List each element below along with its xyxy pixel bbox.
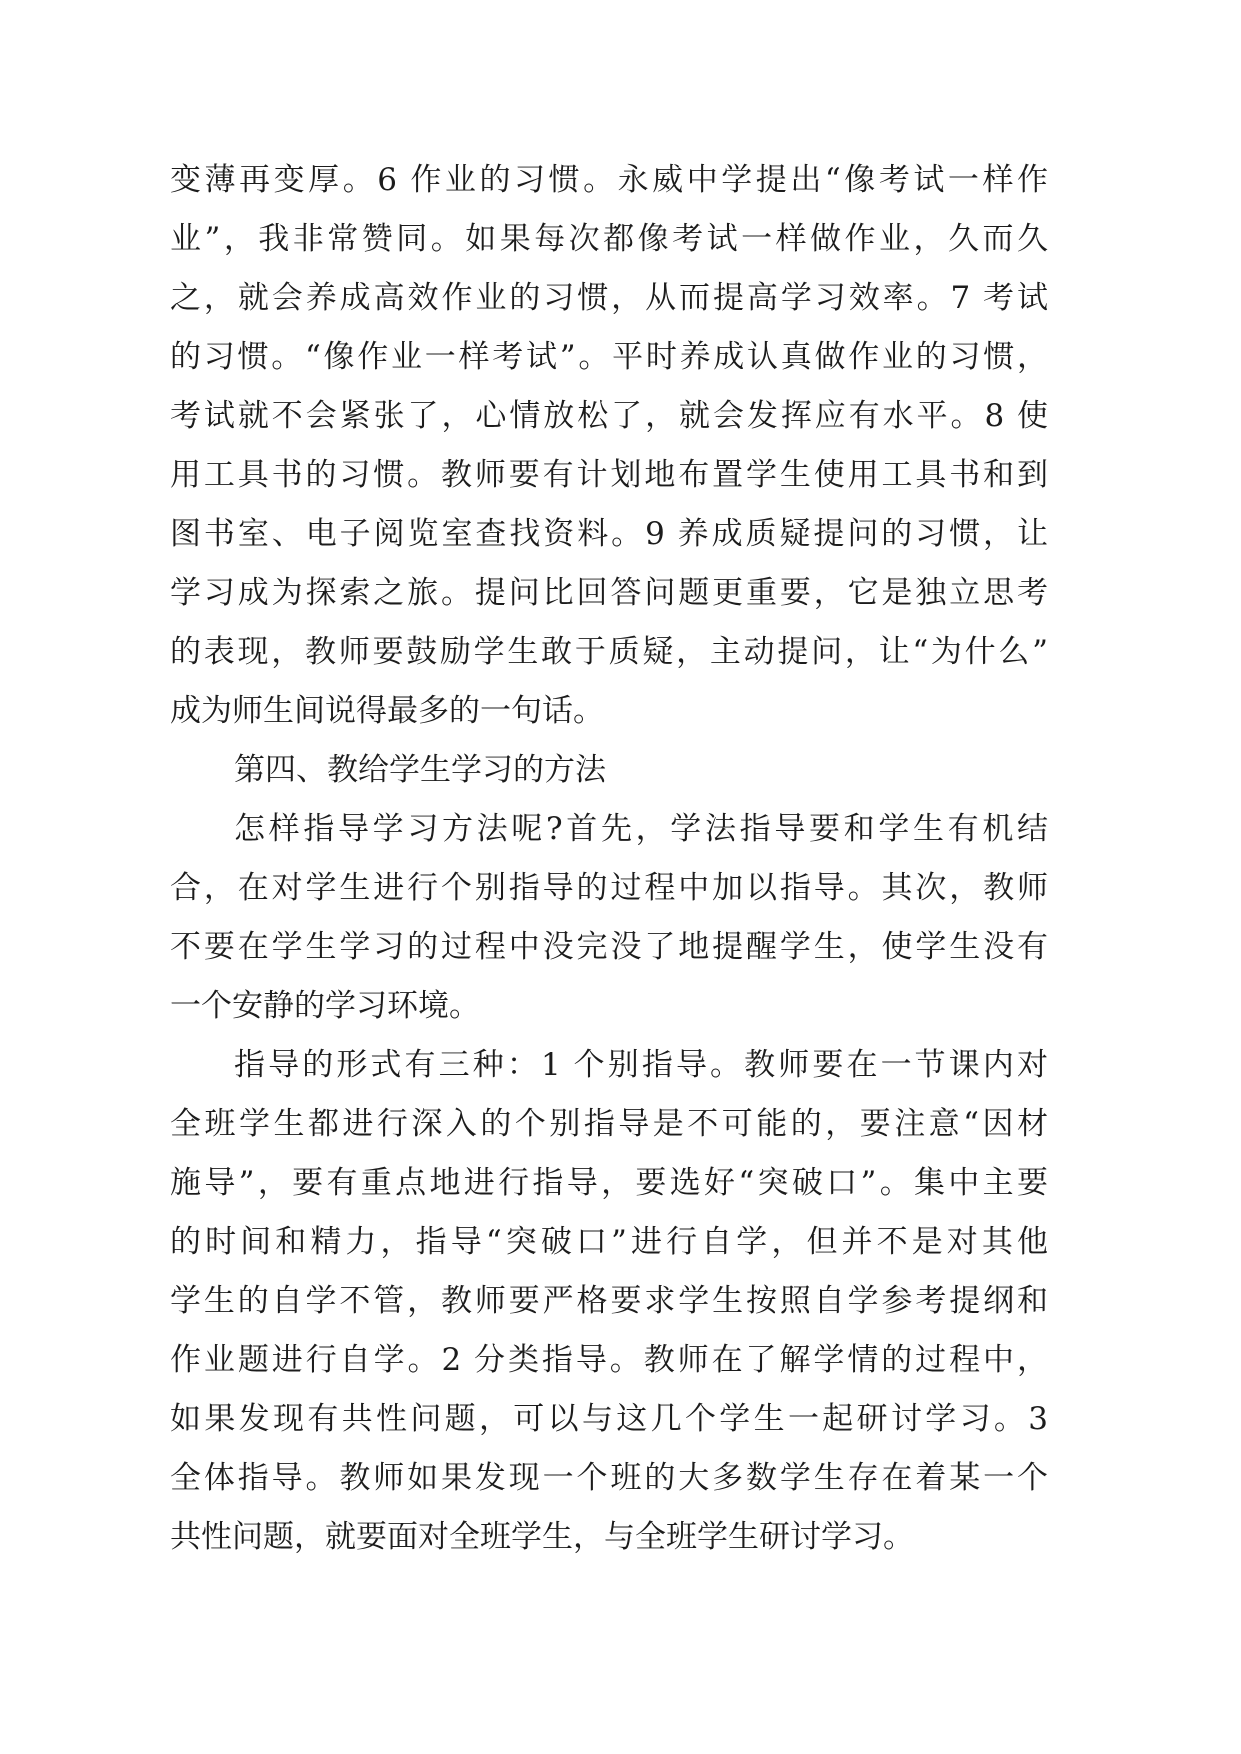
text-line: 图书室、电子阅览室查找资料。9 养成质疑提问的习惯，让 [170, 516, 1048, 552]
section-heading-text: 第四、教给学生学习的方法 [234, 752, 606, 788]
text-line: 合，在对学生进行个别指导的过程中加以指导。其次，教师 [170, 870, 1048, 906]
paragraph [170, 151, 1048, 741]
text-line: 怎样指导学习方法呢?首先，学法指导要和学生有机结 [234, 811, 1048, 847]
text-line: 全体指导。教师如果发现一个班的大多数学生存在着某一个 [170, 1460, 1048, 1496]
text-line: 作业题进行自学。2 分类指导。教师在了解学情的过程中， [170, 1342, 1048, 1378]
text-line: 全班学生都进行深入的个别指导是不可能的，要注意“因材 [170, 1106, 1048, 1142]
text-line: 学习成为探索之旅。提问比回答问题更重要，它是独立思考 [170, 575, 1048, 611]
text-line: 成为师生间说得最多的一句话。 [170, 693, 604, 729]
text-line: 指导的形式有三种：1 个别指导。教师要在一节课内对 [234, 1047, 1048, 1083]
text-line: 共性问题，就要面对全班学生，与全班学生研讨学习。 [170, 1519, 914, 1555]
text-line: 一个安静的学习环境。 [170, 988, 480, 1024]
text-line: 业”，我非常赞同。如果每次都像考试一样做作业，久而久 [170, 221, 1048, 257]
text-line: 的习惯。“像作业一样考试”。平时养成认真做作业的习惯， [170, 339, 1048, 375]
text-line: 施导”，要有重点地进行指导，要选好“突破口”。集中主要 [170, 1165, 1048, 1201]
text-line: 如果发现有共性问题，可以与这几个学生一起研讨学习。3 [170, 1401, 1048, 1437]
text-line: 之，就会养成高效作业的习惯，从而提高学习效率。7 考试 [170, 280, 1048, 316]
document-body [170, 151, 1048, 1567]
section-heading [170, 741, 1048, 800]
text-line: 考试就不会紧张了，心情放松了，就会发挥应有水平。8 使 [170, 398, 1048, 434]
text-line: 变薄再变厚。6 作业的习惯。永威中学提出“像考试一样作 [170, 162, 1048, 198]
paragraph [170, 800, 1048, 1036]
text-line: 不要在学生学习的过程中没完没了地提醒学生，使学生没有 [170, 929, 1048, 965]
text-line: 用工具书的习惯。教师要有计划地布置学生使用工具书和到 [170, 457, 1048, 493]
paragraph [170, 1036, 1048, 1567]
text-line: 的时间和精力，指导“突破口”进行自学，但并不是对其他 [170, 1224, 1048, 1260]
text-line: 的表现，教师要鼓励学生敢于质疑，主动提问，让“为什么” [170, 634, 1048, 670]
text-line: 学生的自学不管，教师要严格要求学生按照自学参考提纲和 [170, 1283, 1048, 1319]
